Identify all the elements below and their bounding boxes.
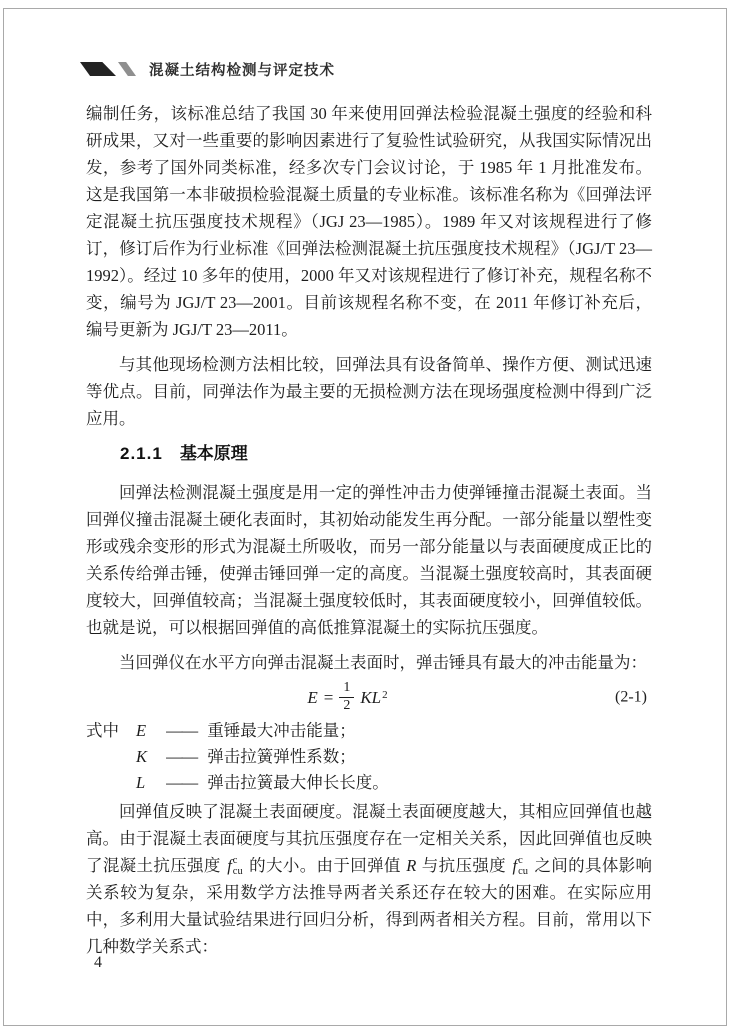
equation-lhs: E bbox=[307, 687, 318, 707]
text-segment: 与抗压强度 bbox=[417, 856, 511, 875]
symbol-description: 重锤最大冲击能量； bbox=[207, 721, 356, 740]
section-heading bbox=[86, 440, 652, 467]
kl-squared-term bbox=[360, 684, 386, 711]
fcu-superscript: c bbox=[518, 855, 523, 866]
logo-gray-stripe bbox=[118, 62, 136, 76]
page-content bbox=[86, 100, 652, 960]
equation-2-1 bbox=[86, 676, 652, 718]
fcu-superscript: c bbox=[232, 855, 238, 866]
symbol-K bbox=[136, 744, 156, 770]
section-title: 基本原理 bbox=[179, 444, 248, 463]
paragraph-history: 编制任务，该标准总结了我国 30 年来使用回弹法检验混凝土强度的经验和科研成果，又对一些重要的影响因素进行了复验性试验研究，从我国实际情况出发，参考了国外同类标准，经多次专门会议讨论，于 1985 年 1 月批准发布。这是我国第一本非破损检验混凝土质量的专业标准。该标准名称为《回弹法评定混凝土抗压强度技术规程》（JGJ 23—1985）。1989 年又对该规程进行了修订，修订后作为行业标准《回弹法检测混凝土抗压强度技术规程》（JGJ/T 23—1992）。经过 10 多年的使用，2000 年又对该规程进行了修订补充，规程名称不变，编号为 JGJ/T 23—2001。目前该规程名称不变，在 2011 年修订补充后，编号更新为 JGJ/T 23—2011。 bbox=[86, 104, 652, 339]
equation-number: (2-1) bbox=[615, 688, 647, 706]
symbol-L bbox=[136, 770, 156, 796]
kl-base: KL bbox=[360, 687, 382, 707]
text-segment: 回弹值反映了混凝土表面硬度。混凝土表面硬度越大，其相应回弹值也越高。由于混凝土表面硬度与其抗压强度存在一定相关关系，因此回弹值也反映了混凝土抗压强度 bbox=[86, 802, 652, 875]
where-prefix: 式中 bbox=[86, 721, 119, 740]
symbol-definition-row bbox=[86, 744, 652, 770]
symbol-description: 弹击拉簧弹性系数； bbox=[207, 747, 356, 766]
fraction-denominator: 2 bbox=[343, 697, 351, 713]
rebound-value-symbol: R bbox=[406, 856, 417, 875]
text-segment: 之间的具体影响关系较为复杂，采用数学方法推导两者关系还存在较大的困难。在实际应用中，多利用大量试验结果进行回归分析，得到两者相关方程。目前，常用以下几种数学关系式： bbox=[86, 856, 653, 956]
em-dash: —— bbox=[166, 747, 198, 766]
logo-dark-stripe bbox=[80, 62, 116, 76]
exponent: 2 bbox=[382, 688, 388, 701]
symbol-definition-row bbox=[86, 770, 652, 796]
paragraph-formula-intro: 当回弹仪在水平方向弹击混凝土表面时，弹击锤具有最大的冲击能量为： bbox=[119, 653, 647, 672]
text-segment: 的大小。由于回弹值 bbox=[244, 856, 406, 875]
symbol-letter: K bbox=[136, 747, 148, 766]
fcu-supsub bbox=[518, 856, 528, 877]
symbol-E bbox=[136, 718, 156, 744]
equals-sign: = bbox=[323, 687, 334, 707]
page-number: 4 bbox=[94, 954, 102, 971]
running-head-book-title: 混凝土结构检测与评定技术 bbox=[149, 62, 335, 79]
symbol-definition-row bbox=[86, 718, 652, 744]
paragraph-advantages: 与其他现场检测方法相比较，回弹法具有设备简单、操作方便、测试迅速等优点。目前，同弹法作为最主要的无损检测方法在现场强度检测中得到广泛应用。 bbox=[86, 355, 652, 428]
formula-symbol-list bbox=[86, 718, 652, 796]
page-header bbox=[80, 59, 335, 79]
section-number: 2.1.1 bbox=[120, 444, 163, 463]
fraction-one-half bbox=[339, 680, 354, 713]
em-dash: —— bbox=[166, 773, 198, 792]
symbol-letter: E bbox=[136, 721, 147, 740]
fcu-base: f bbox=[227, 856, 232, 875]
fcu-supsub bbox=[233, 856, 243, 877]
symbol-description: 弹击拉簧最大伸长长度。 bbox=[207, 773, 389, 792]
fcu-subscript: cu bbox=[232, 865, 243, 877]
fcu-subscript: cu bbox=[518, 865, 528, 877]
symbol-letter: L bbox=[136, 773, 146, 792]
fcu-base: f bbox=[512, 856, 518, 875]
paragraph-principle: 回弹法检测混凝土强度是用一定的弹性冲击力使弹锤撞击混凝土表面。当回弹仪撞击混凝土硬化表面时，其初始动能发生再分配。一部分能量以塑性变形或残余变形的形式为混凝土所吸收，而另一部分能量以与表面硬度成正比的关系传给弹击锤，使弹击锤回弹一定的高度。当混凝土强度较高时，其表面硬度较大，回弹值较高；当混凝土强度较低时，其表面硬度较小，回弹值较低。也就是说，可以根据回弹值的高低推算混凝土的实际抗压强度。 bbox=[86, 483, 652, 637]
fraction-numerator: 1 bbox=[339, 680, 354, 697]
paragraph-correlation bbox=[86, 798, 652, 960]
fcu-symbol bbox=[225, 852, 245, 879]
fcu-symbol bbox=[510, 852, 530, 879]
equation-expression bbox=[307, 680, 386, 713]
em-dash: —— bbox=[166, 721, 198, 740]
chapter-marker-icon bbox=[80, 61, 136, 77]
